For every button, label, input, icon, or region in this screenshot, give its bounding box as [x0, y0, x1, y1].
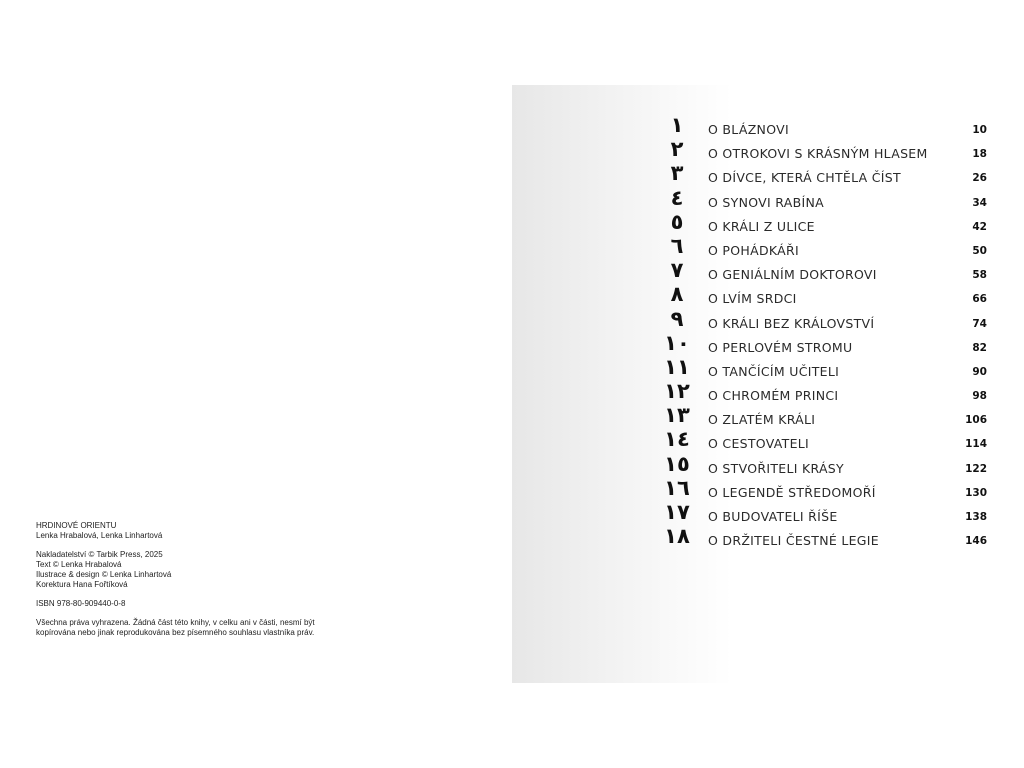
toc-entry — [512, 113, 1024, 142]
toc-entry — [512, 403, 1024, 432]
chapter-page-number: 138 — [965, 511, 987, 523]
chapter-title: O GENIÁLNÍM DOKTOROVI — [708, 267, 877, 283]
chapter-title: O OTROKOVI S KRÁSNÝM HLASEM — [708, 146, 928, 162]
toc-entry — [512, 233, 1024, 263]
chapter-title: O ZLATÉM KRÁLI — [708, 412, 816, 428]
chapter-number: ٤ — [670, 185, 684, 210]
chapter-number: ٨ — [670, 282, 684, 307]
chapter-title: O DRŽITELI ČESTNÉ LEGIE — [708, 533, 879, 549]
toc-entry — [512, 427, 1024, 456]
toc-entry — [512, 137, 1024, 166]
rights-notice — [36, 618, 376, 638]
chapter-number: ٢ — [670, 137, 684, 162]
chapter-page-number: 42 — [972, 220, 987, 233]
chapter-page-number: 122 — [965, 462, 987, 475]
chapter-page-number: 18 — [972, 148, 987, 161]
chapter-title: O CESTOVATELI — [708, 436, 810, 452]
chapter-title: O SYNOVI RABÍNA — [708, 194, 824, 210]
chapter-title: O BUDOVATELI ŘÍŠE — [708, 509, 838, 524]
toc-entry — [512, 524, 1024, 553]
chapter-title: O BLÁZNOVI — [708, 122, 789, 137]
chapter-number: ١٣ — [664, 403, 690, 428]
chapter-page-number: 10 — [972, 124, 987, 136]
chapter-title: O KRÁLI BEZ KRÁLOVSTVÍ — [708, 315, 875, 331]
chapter-title: O STVOŘITELI KRÁSY — [708, 460, 844, 476]
chapter-title: O DÍVCE, KTERÁ CHTĚLA ČÍST — [708, 170, 901, 186]
chapter-number: ٩ — [670, 306, 684, 331]
chapter-title: O KRÁLI Z ULICE — [708, 218, 815, 234]
chapter-page-number: 146 — [965, 535, 987, 548]
chapter-number: ١١ — [664, 354, 690, 379]
chapter-title: O TANČÍCÍM UČITELI — [708, 363, 840, 379]
toc-entry — [512, 451, 1024, 481]
rights-notice-line-1: Všechna práva vyhrazena. Žádná část této knihy, v celku ani v části, nesmí být — [36, 618, 315, 627]
chapter-page-number: 90 — [972, 365, 987, 378]
chapter-page-number: 114 — [965, 438, 987, 451]
chapter-number: ١٨ — [664, 524, 690, 549]
chapter-title: O CHROMÉM PRINCI — [708, 388, 839, 404]
toc-entry — [512, 354, 1024, 384]
toc-entry — [512, 500, 1024, 529]
table-of-contents — [512, 113, 1024, 553]
chapter-page-number: 34 — [972, 196, 987, 209]
chapter-number: ١٦ — [664, 475, 690, 500]
chapter-number: ١ — [670, 113, 684, 137]
toc-entry — [512, 379, 1024, 408]
rights-notice-line-2: kopírována nebo jinak reprodukována bez písemného souhlasu vlastníka práv. — [36, 628, 315, 637]
toc-entry — [512, 185, 1024, 215]
toc-entry — [512, 306, 1024, 336]
chapter-number: ١٠ — [664, 330, 690, 355]
proofreading-credit: Korektura Hana Fořtíková — [36, 580, 128, 589]
book-info — [36, 521, 376, 541]
chapter-number: ٣ — [670, 161, 684, 186]
colophon — [36, 521, 376, 647]
chapter-page-number: 130 — [965, 486, 987, 499]
credits — [36, 550, 376, 590]
chapter-number: ١٥ — [664, 451, 690, 476]
chapter-title: O PERLOVÉM STROMU — [708, 339, 853, 355]
text-credit: Text © Lenka Hrabalová — [36, 560, 122, 569]
chapter-number: ٦ — [670, 233, 684, 258]
illustration-credit: Ilustrace & design © Lenka Linhartová — [36, 570, 172, 579]
chapter-page-number: 82 — [972, 341, 987, 354]
toc-entry — [512, 475, 1024, 505]
chapter-page-number: 66 — [972, 293, 987, 306]
chapter-title: O POHÁDKÁŘI — [708, 242, 799, 258]
isbn: ISBN 978-80-909440-0-8 — [36, 599, 126, 608]
chapter-page-number: 26 — [972, 172, 987, 185]
chapter-number: ١٧ — [664, 500, 690, 524]
chapter-title: O LEGENDĚ STŘEDOMOŘÍ — [708, 484, 876, 500]
chapter-page-number: 98 — [972, 390, 987, 403]
toc-entry — [512, 330, 1024, 360]
toc-entry — [512, 282, 1024, 311]
toc-entry — [512, 258, 1024, 287]
toc-entry — [512, 161, 1024, 190]
toc-entry — [512, 209, 1024, 239]
chapter-page-number: 50 — [972, 244, 987, 257]
chapter-number: ٥ — [670, 209, 684, 234]
chapter-title: O LVÍM SRDCI — [708, 291, 797, 307]
right-page — [512, 85, 1024, 683]
chapter-page-number: 58 — [972, 269, 987, 282]
book-title: HRDINOVÉ ORIENTU — [36, 521, 117, 530]
chapter-number: ١٤ — [664, 427, 690, 452]
chapter-number: ٧ — [670, 258, 684, 283]
isbn-block — [36, 599, 376, 609]
chapter-page-number: 74 — [972, 317, 987, 330]
chapter-number: ١٢ — [664, 379, 690, 404]
chapter-page-number: 106 — [965, 414, 987, 427]
publisher-credit: Nakladatelství © Tarbik Press, 2025 — [36, 550, 163, 559]
book-authors: Lenka Hrabalová, Lenka Linhartová — [36, 531, 163, 540]
